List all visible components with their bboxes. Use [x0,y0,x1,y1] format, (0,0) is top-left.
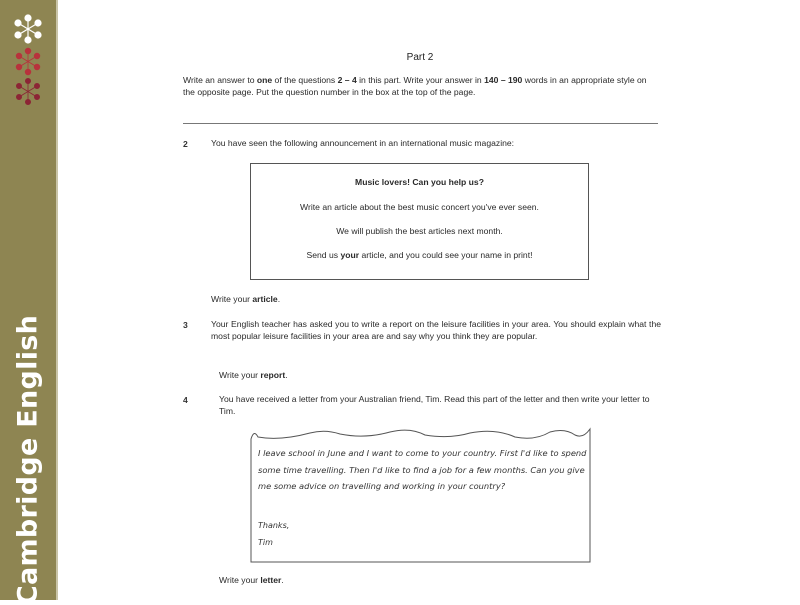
letter-excerpt [250,425,591,563]
task-text: . [285,370,288,380]
task-text: . [281,575,284,585]
letter-signature: Tim [258,538,273,547]
question-text: Your English teacher has asked you to write a report on the leisure facilities in your area. You should explain what the most popular leisure facilities in your area are and say why you think they are popular. [211,319,661,341]
announcement-line: Write an article about the best music concert you've ever seen. [300,202,539,212]
task-instruction [211,294,280,306]
instructions-bold: 140 – 190 [484,75,523,85]
letter-body: I leave school in June and I want to come to your country. First I'd like to spend some time travelling. Then I'd like to find a job for a few months. Can you give me some advice on travelling and working in your country? [258,448,587,491]
task-text: Write your [219,370,261,380]
task-bold: letter [260,575,282,585]
instructions-text: words in an appropriate style on the opposite page. Put the question number in the box at the top of the page. [183,75,647,97]
task-text: Write your [219,575,261,585]
question-number: 3 [183,320,188,330]
question-text: You have received a letter from your Australian friend, Tim. Read this part of the letter and then write your letter to Tim. [219,394,650,416]
letter-closing: Thanks, [258,521,290,530]
instructions-bold: 2 – 4 [337,75,357,85]
instructions-text: Write an answer to [183,75,257,85]
announcement-bold: your [340,250,360,260]
announcement-text: article, and you could see your name in print! [359,250,533,260]
instructions-text: in this part. Write your answer in [356,75,485,85]
task-bold: article [252,294,278,304]
instructions-bold: one [256,75,273,85]
announcement-text: Send us [306,250,341,260]
question-number: 2 [183,139,188,149]
task-bold: report [260,370,286,380]
announcement-heading: Music lovers! Can you help us? [355,177,484,187]
task-instruction [219,370,288,382]
instructions [183,75,658,98]
question-text: You have seen the following announcement in an international music magazine: [211,138,515,148]
task-instruction [219,575,284,587]
part-title: Part 2 [406,52,434,63]
brand-name: Cambridge English [12,314,44,605]
question-number: 4 [183,395,188,405]
section-divider [183,123,658,124]
instructions-text: of the questions [272,75,338,85]
announcement-line [251,250,588,260]
announcement-line: We will publish the best articles next month. [336,226,503,236]
announcement-box [250,163,589,280]
task-text: . [277,294,281,304]
task-text: Write your [211,294,253,304]
